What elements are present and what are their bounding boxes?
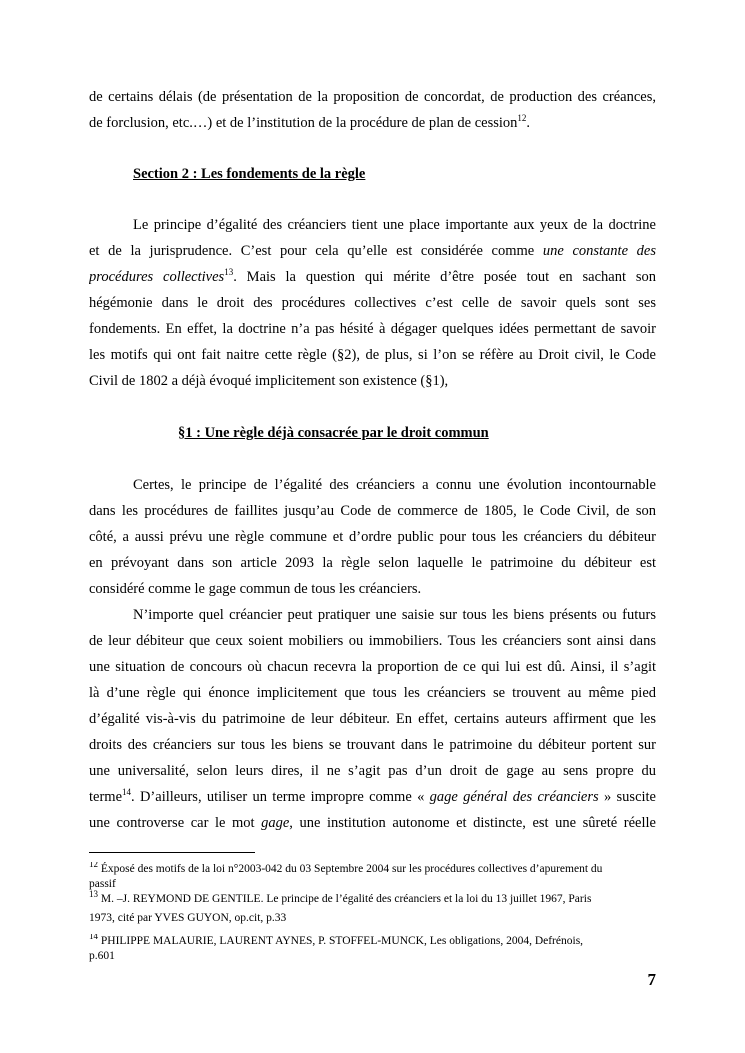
paragraph-certes xyxy=(89,472,656,602)
section-2-heading: Section 2 : Les fondements de la règle xyxy=(133,166,366,182)
footnote-separator xyxy=(89,852,255,853)
page-number: 7 xyxy=(647,970,656,989)
subsection-1-heading: §1 : Une règle déjà consacrée par le droit commun xyxy=(178,425,489,441)
text-line: les motifs qui ont fait naitre cette règle (§2), de plus, si l’on se réfère au Droit civil, le Code xyxy=(89,347,656,363)
footnote-14 xyxy=(89,934,656,964)
footnote-ref-14: 14 xyxy=(122,787,132,798)
text-line: une situation de concours où chacun recevra la proportion de ce qui lui est dû. Ainsi, il s’agit xyxy=(89,659,656,675)
text-line: Certes, le principe de l’égalité des créanciers a connu une évolution incontournable xyxy=(133,477,656,493)
text-line: et de la jurisprudence. C’est pour cela qu’elle est considérée comme une constante des xyxy=(89,243,656,259)
footnote-12 xyxy=(89,862,656,892)
text-line: considéré comme le gage commun de tous les créanciers. xyxy=(89,581,422,597)
footnote-line: $^{12}$ Éxposé des motifs de la loi n°2003-042 du 03 Septembre 2004 sur les procédures collectives d’apurement du xyxy=(89,862,603,875)
paragraph-intro xyxy=(89,84,656,136)
text-line: droits des créanciers sur tous les biens se trouvant dans le patrimoine du débiteur portent sur xyxy=(89,737,656,753)
footnote-ref-13: 13 xyxy=(224,267,234,278)
paragraph-saisie xyxy=(89,602,656,836)
text-line: dans les procédures de faillites jusqu’au Code de commerce de 1805, le Code Civil, de son xyxy=(89,503,656,519)
paragraph-fondements xyxy=(89,212,656,394)
text-line: d’égalité vis-à-vis du patrimoine de leur débiteur. En effet, certains auteurs affirment que les xyxy=(89,711,656,727)
text-line: procédures collectives$^{13}$. Mais la question qui mérite d’être posée tout en sachant son xyxy=(89,267,656,285)
footnote-ref-12: 12 xyxy=(517,113,527,124)
text-line: Le principe d’égalité des créanciers tient une place importante aux yeux de la doctrine xyxy=(133,217,656,233)
footnote-line: $^{14}$ PHILIPPE MALAURIE, LAURENT AYNES, P. STOFFEL-MUNCK, Les obligations, 2004, Defrénois, xyxy=(89,934,584,947)
text-line: en prévoyant dans son article 2093 la règle selon laquelle le patrimoine du débiteur est xyxy=(89,555,656,571)
text-line: N’importe quel créancier peut pratiquer une saisie sur tous les biens présents ou futurs xyxy=(133,607,656,623)
footnote-line: $^{13}$ M. –J. REYMOND DE GENTILE. Le principe de l’égalité des créanciers et la loi du 13 juillet 1967, Paris xyxy=(89,890,592,905)
footnote-13 xyxy=(89,890,656,928)
footnote-line: passif xyxy=(89,878,116,890)
text-line: là d’une règle qui énonce implicitement que tous les créanciers se trouvent au même pied xyxy=(89,685,656,701)
text-line: de certains délais (de présentation de la proposition de concordat, de production des créances, xyxy=(89,89,656,105)
footnote-line: p.601 xyxy=(89,950,115,962)
text-line: une universalité, selon leurs dires, il ne s’agit pas d’un droit de gage au sens propre du xyxy=(89,763,656,779)
text-line: une controverse car le mot gage, une institution autonome et distincte, est une sûreté réelle xyxy=(89,815,656,831)
text-line: de forclusion, etc.…) et de l’institution de la procédure de plan de cession$^{12}$. xyxy=(89,113,531,131)
footnote-line: 1973, cité par YVES GUYON, op.cit, p.33 xyxy=(89,912,287,924)
text-line: terme$^{14}$. D’ailleurs, utiliser un terme impropre comme « gage général des créanciers » suscite xyxy=(89,787,656,805)
text-line: côté, a aussi prévu une règle commune et d’ordre public pour tous les créanciers du débiteur xyxy=(89,529,656,545)
text-line: hégémonie dans le droit des procédures collectives c’est celle de savoir quels sont ses xyxy=(89,295,656,311)
text-line: Civil de 1802 a déjà évoqué implicitement son existence (§1), xyxy=(89,373,449,389)
text-line: fondements. En effet, la doctrine n’a pas hésité à dégager quelques idées permettant de savoir xyxy=(89,321,656,337)
text-line: de leur débiteur que ceux soient mobiliers ou immobiliers. Tous les créanciers sont ainsi dans xyxy=(89,633,656,649)
